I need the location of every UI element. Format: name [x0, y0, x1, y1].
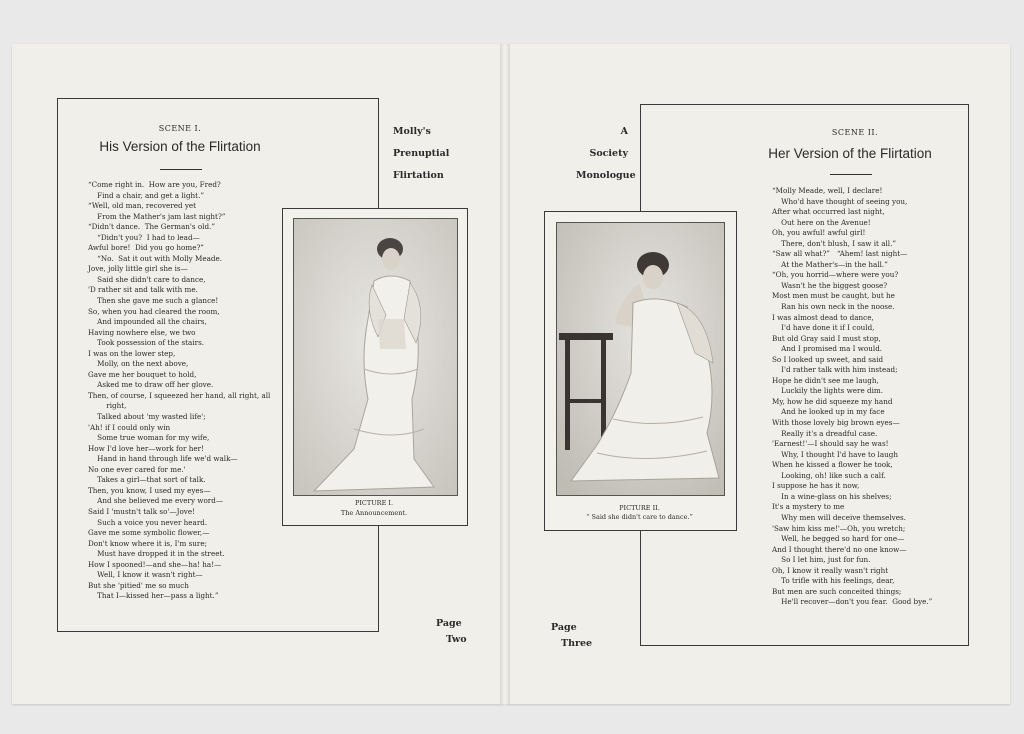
poem-line: Took possession of the stairs.: [88, 338, 205, 348]
poem-line: Takes a girl—that sort of talk.: [88, 475, 206, 485]
right-poem: [772, 186, 932, 608]
poem-line: Well, he begged so hard for one—: [772, 534, 905, 544]
left-picture-caption: The Announcement.: [340, 509, 408, 517]
poem-line: In a wine-glass on his shelves;: [772, 491, 892, 501]
poem-line: “Come right in. How are you, Fred?: [88, 180, 221, 189]
poem-line: How I'd love her—work for her!: [88, 443, 204, 453]
poem-line: Hope he didn't see me laugh,: [772, 375, 879, 385]
poem-line: Then, you know, I used my eyes—: [88, 485, 211, 495]
left-heading: [393, 121, 449, 187]
poem-line: And he looked up in my face: [772, 407, 885, 417]
poem-line: Don't know where it is, I'm sure;: [88, 538, 207, 548]
poem-line: With those lovely big brown eyes—: [772, 418, 900, 428]
poem-line: Asked me to draw off her glove.: [88, 380, 214, 390]
poem-line: I was on the lower step,: [88, 348, 176, 358]
poem-line: Luckily the lights were dim.: [772, 386, 883, 396]
left-scene-title: His Version of the Flirtation: [99, 139, 261, 154]
poem-line: 'D rather sit and talk with me.: [88, 285, 198, 295]
page-word: Page: [551, 622, 577, 633]
book-gutter: [500, 44, 510, 704]
poem-line: I suppose he has it now,: [772, 481, 860, 491]
poem-line: Then she gave me such a glance!: [88, 296, 219, 306]
page-number: Two: [446, 634, 467, 645]
poem-line: Why men will deceive themselves.: [772, 512, 906, 522]
poem-line: right,: [88, 401, 127, 411]
poem-line: But old Gray said I must stop,: [772, 333, 881, 343]
poem-line: When he kissed a flower he took,: [772, 460, 893, 470]
poem-line: At the Mather's—in the hall.”: [772, 259, 888, 269]
woman-standing-illustration: [294, 219, 457, 495]
poem-line: Talked about 'my wasted life';: [88, 412, 206, 422]
poem-line: My, how he did squeeze my hand: [772, 396, 893, 406]
poem-line: Why, I thought I'd have to laugh: [772, 449, 898, 459]
poem-line: So I let him, just for fun.: [772, 555, 871, 565]
right-heading-line: A: [620, 126, 628, 137]
right-heading-line: Society: [589, 148, 628, 159]
poem-line: “Molly Meade, well, I declare!: [772, 186, 883, 195]
poem-line: Said she didn't care to dance,: [88, 274, 206, 284]
right-title-rule: [830, 174, 872, 175]
woman-seated-illustration: [557, 223, 724, 495]
poem-line: So, when you had cleared the room,: [88, 306, 220, 316]
poem-line: Then, of course, I squeezed her hand, all right, all: [88, 390, 271, 400]
right-picture-caption: “ Said she didn't care to dance.”: [586, 513, 693, 521]
poem-line: And she believed me every word—: [88, 496, 224, 506]
poem-line: “Didn't dance. The German's old.”: [88, 222, 216, 232]
left-scene-label: SCENE I.: [158, 124, 202, 133]
poem-line: And I promised ma I would.: [772, 344, 883, 354]
poem-line: 'Ah! if I could only win: [88, 422, 171, 432]
left-picture-label: PICTURE I.: [354, 499, 394, 507]
poem-line: Most men must be caught, but he: [772, 291, 895, 301]
right-heading: [576, 121, 636, 187]
poem-line: And I thought there'd no one know—: [772, 544, 907, 554]
poem-line: Must have dropped it in the street.: [88, 549, 225, 559]
poem-line: That I—kissed her—pass a light.”: [88, 591, 219, 601]
poem-line: But men are such conceited things;: [772, 586, 902, 596]
poem-line: Find a chair, and get a light.”: [88, 190, 205, 200]
poem-line: 'Earnest!'—I should say he was!: [772, 439, 889, 449]
poem-line: Oh, you awful! awful girl!: [772, 228, 866, 238]
poem-line: Ran his own neck in the noose.: [772, 302, 895, 312]
left-page-label: [436, 616, 467, 648]
poem-line: 'Saw him kiss me!'—Oh, you wretch;: [772, 523, 906, 533]
poem-line: No one ever cared for me.': [88, 464, 186, 474]
poem-line: “Saw all what?” “Ahem! last night—: [772, 249, 908, 259]
right-picture-label: PICTURE II.: [619, 504, 660, 512]
poem-line: So I looked up sweet, and said: [772, 354, 884, 364]
poem-line: Wasn't he the biggest goose?: [772, 280, 888, 290]
poem-line: Out here on the Avenue!: [772, 217, 871, 227]
page-word: Page: [436, 618, 462, 629]
poem-line: It's a mystery to me: [772, 502, 845, 512]
poem-line: Such a voice you never heard.: [88, 517, 208, 527]
poem-line: Molly, on the next above,: [88, 359, 189, 369]
poem-line: Said I 'mustn't talk so'—Jove!: [88, 506, 195, 516]
left-title-rule: [160, 169, 202, 170]
poem-line: “Didn't you? I had to lead—: [88, 232, 200, 242]
poem-line: “Oh, you horrid—where were you?: [772, 270, 899, 280]
poem-line: Oh, I know it really wasn't right: [772, 565, 889, 575]
poem-line: Some true woman for my wife,: [88, 433, 210, 443]
poem-line: “No. Sat it out with Molly Meade.: [88, 253, 223, 263]
poem-line: I'd rather talk with him instead;: [772, 365, 898, 375]
poem-line: After what occurred last night,: [772, 207, 885, 217]
right-page-label: [551, 620, 592, 652]
left-heading-line: Molly's: [393, 126, 431, 137]
left-heading-line: Prenuptial: [393, 148, 450, 159]
poem-line: Well, I know it wasn't right—: [88, 570, 203, 580]
right-scene-title: Her Version of the Flirtation: [768, 146, 932, 161]
left-poem: [88, 180, 270, 602]
left-portrait-photo: [293, 218, 458, 496]
right-scene-label: SCENE II.: [831, 128, 879, 137]
poem-line: He'll recover—don't you fear. Good bye.”: [772, 597, 933, 607]
poem-line: There, don't blush, I saw it all.”: [772, 238, 897, 248]
poem-line: Gave me some symbolic flower,—: [88, 528, 210, 538]
poem-line: Who'd have thought of seeing you,: [772, 196, 908, 206]
poem-line: Gave me her bouquet to hold,: [88, 369, 197, 379]
left-heading-line: Flirtation: [393, 170, 444, 181]
poem-line: Looking, oh! like such a calf.: [772, 470, 886, 480]
page-number: Three: [561, 638, 593, 649]
poem-line: Awful bore! Did you go home?”: [88, 243, 204, 253]
poem-line: And impounded all the chairs,: [88, 317, 207, 327]
right-portrait-photo: [556, 222, 725, 496]
poem-line: “Well, old man, recovered yet: [88, 201, 197, 211]
poem-line: Jove, jolly little girl she is—: [88, 264, 188, 274]
poem-line: Really it's a dreadful case.: [772, 428, 878, 438]
poem-line: I'd have done it if I could,: [772, 323, 875, 333]
poem-line: I was almost dead to dance,: [772, 312, 874, 322]
poem-line: Having nowhere else, we two: [88, 327, 196, 337]
poem-line: How I spooned!—and she—ha! ha!—: [88, 559, 222, 569]
poem-line: But she 'pitied' me so much: [88, 580, 189, 590]
poem-line: Hand in hand through life we'd walk—: [88, 454, 238, 464]
right-heading-line: Monologue: [576, 170, 636, 181]
poem-line: From the Mather's jam last night?”: [88, 211, 226, 221]
poem-line: To trifle with his feelings, dear,: [772, 576, 895, 586]
